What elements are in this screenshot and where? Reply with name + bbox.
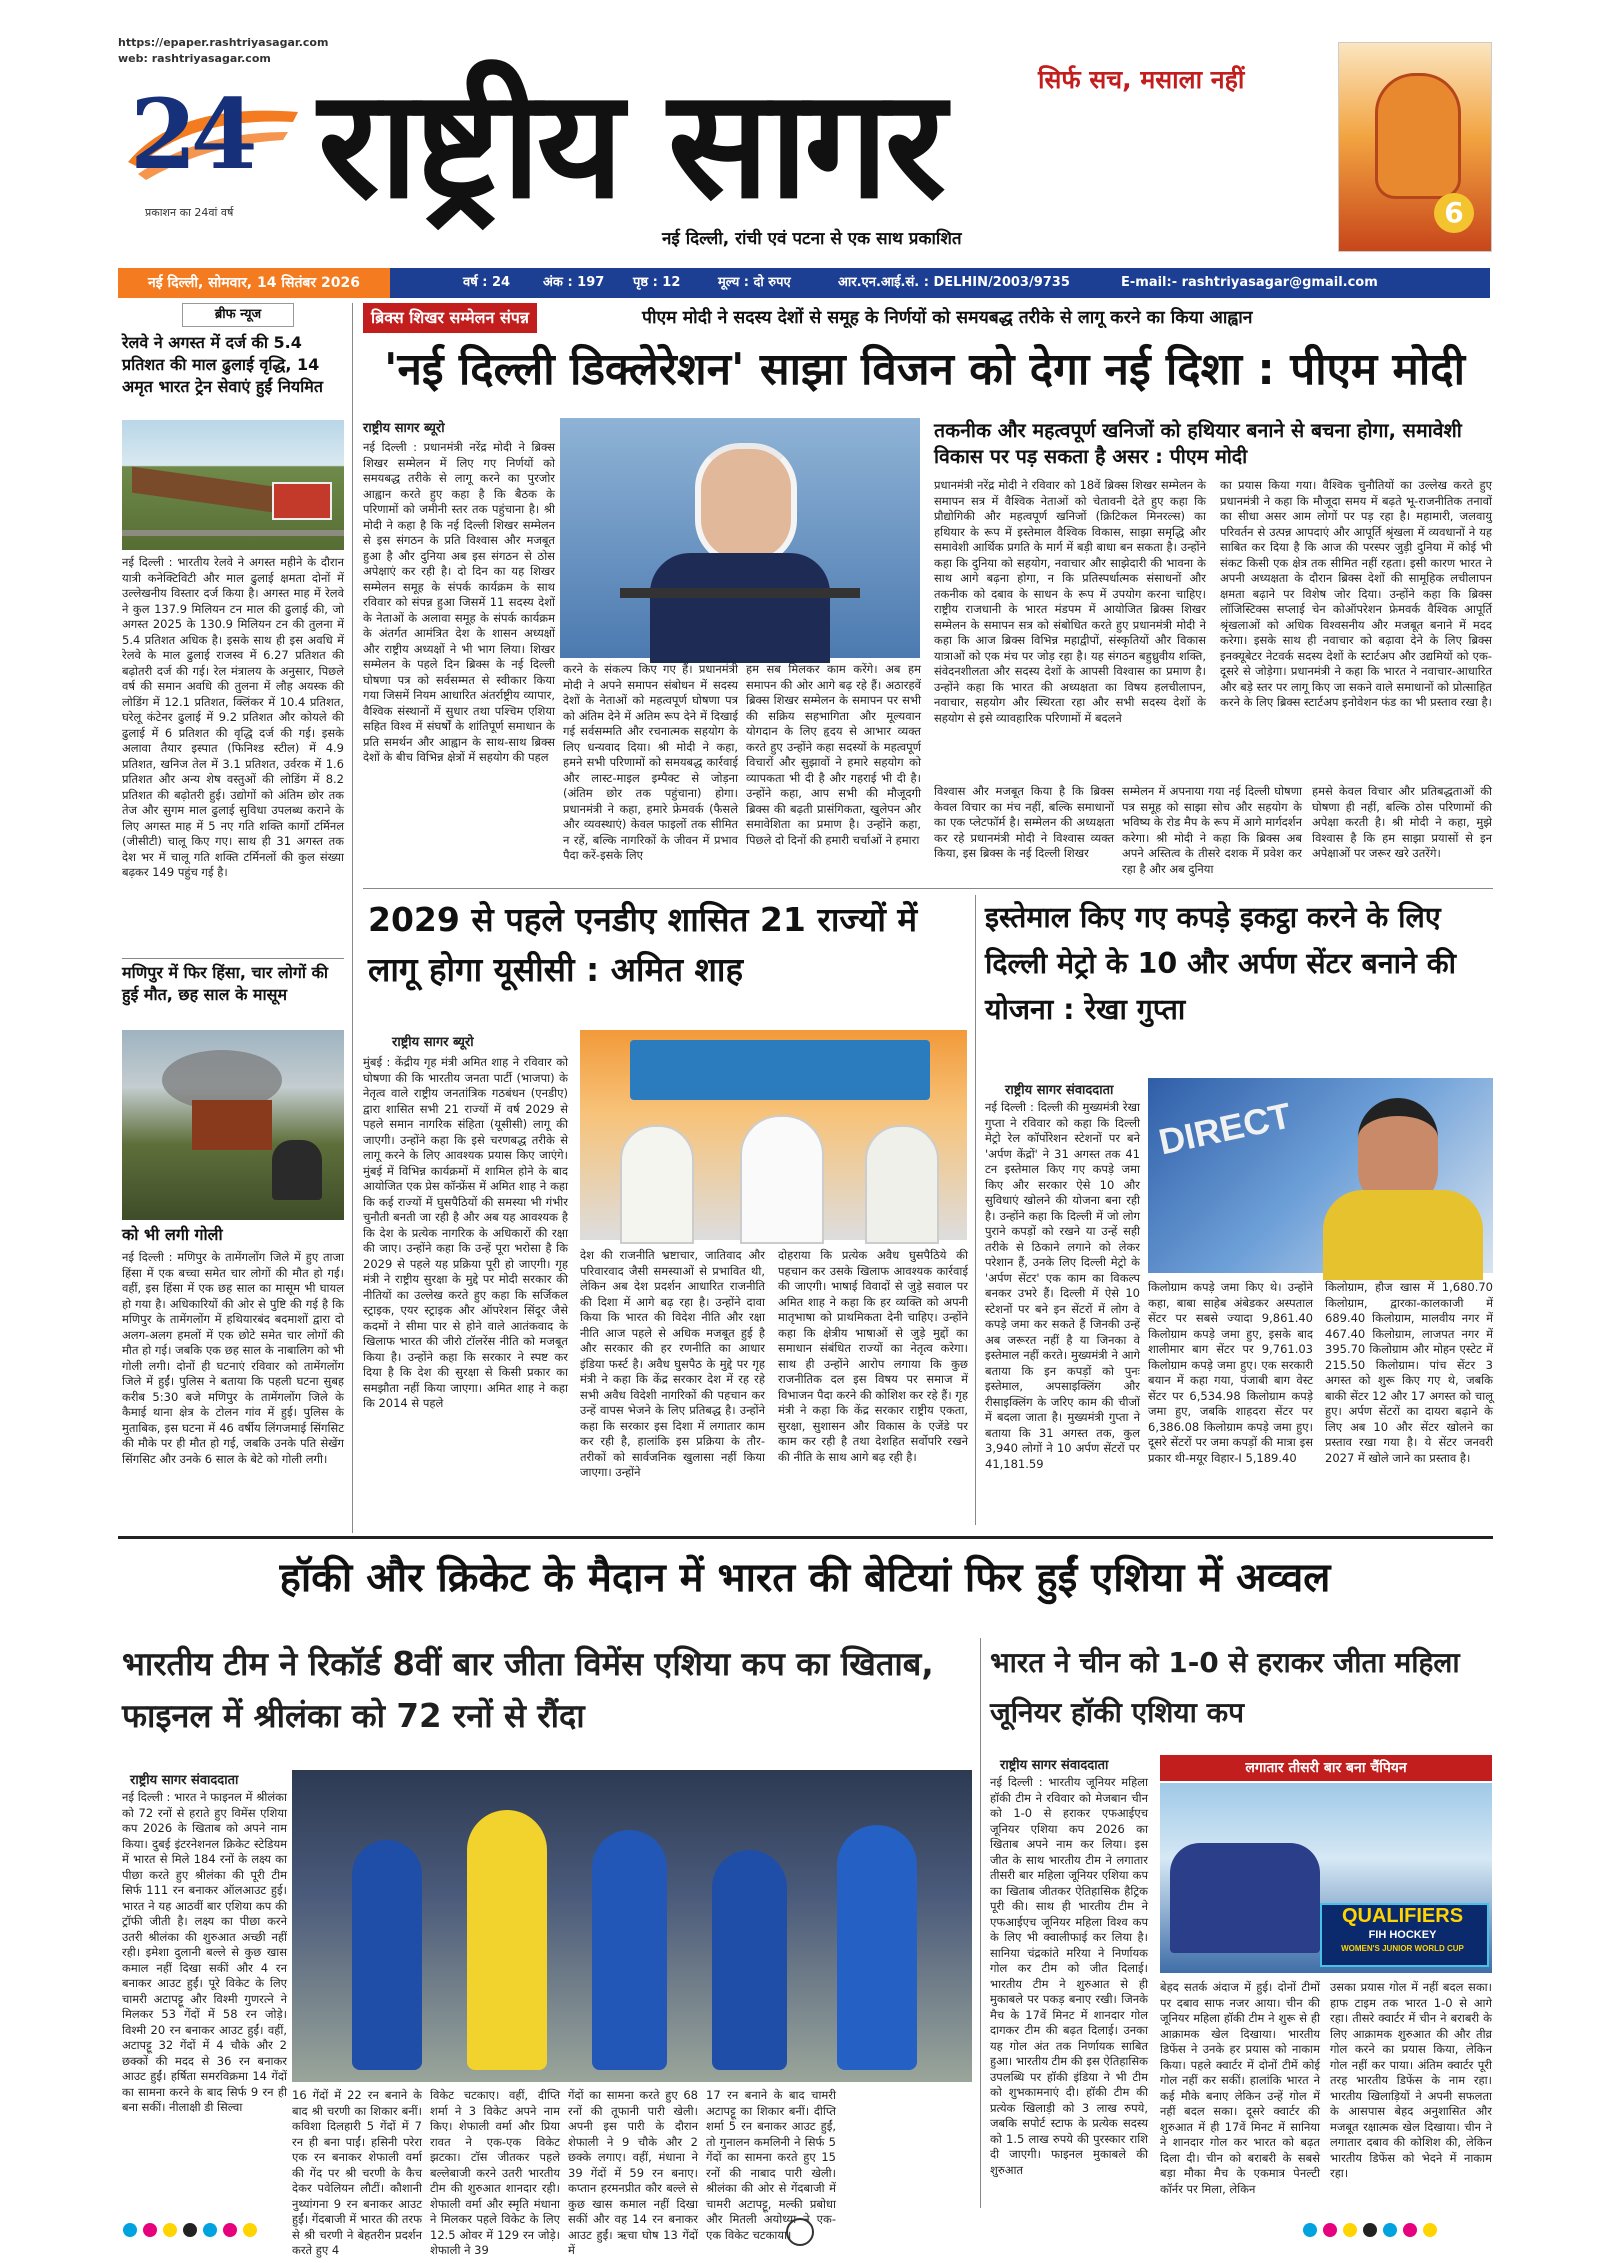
modi-body bbox=[650, 553, 830, 663]
ganesh-badge: 6 bbox=[1434, 193, 1474, 233]
brief-headline-1: रेलवे ने अगस्त में दर्ज की 5.4 प्रतिशत की माल ढुलाई वृद्धि, 14 अमृत भारत ट्रेन सेवाएं हुईं नियमित bbox=[122, 333, 323, 396]
lead-col-1: नई दिल्ली : प्रधानमंत्री नरेंद्र मोदी ने ब्रिक्स शिखर सम्मेलन में लिए गए निर्णयों को समयबद्ध तरीके से लागू करने का पुरजोर आह्वान करते हुए कहा है कि बैठक के परिणामों को जमीनी स्तर तक पहुंचाना है। श्री मोदी ने कहा है कि नई दिल्ली शिखर सम्मेलन से इस संगठन के प्रति विश्वास और मजबूत हुआ है और दुनिया अब इस संगठन से ठोस अपेक्षाएं कर रही है। दो दिन का यह शिखर सम्मेलन समूह के संपर्क कार्यक्रम के साथ रविवार को संपन्न हुआ जिसमें 11 सदस्य देशों के नेताओं के अलावा समूह के संपर्क कार्यक्रम के अंतर्गत आमंत्रित देश के शासन अध्यक्षों और राष्ट्रीय अध्यक्षों ने भी भाग लिया। शिखर सम्मेलन के पहले दिन ब्रिक्स के नई दिल्ली घोषणा पत्र को सर्वसम्मत से स्वीकार किया गया जिसमें नियम आधारित अंतर्राष्ट्रीय व्यापार, वैश्विक संस्थानों में सुधार तथा पश्चिम एशिया सहित विश्व में संघर्षों के शांतिपूर्ण समाधान के प्रति समर्थन और आह्वान के साथ-साथ ब्रिक्स देशों के बीच विभिन्न क्षेत्रों में सहयोग की पहल bbox=[363, 440, 555, 764]
person-3 bbox=[865, 1125, 939, 1244]
lead-col-2: करने के संकल्प किए गए हैं। प्रधानमंत्री मोदी ने अपने समापन संबोधन में सदस्य देशों के नेताओं को महत्वपूर्ण घोषणा पत्र को अंतिम देने में अतिम रूप देने में दिखाई गई सर्वसम्मति और रचनात्मक सहयोग के लिए धन्यवाद दिया। श्री मोदी ने कहा, हमने सभी परिणामों को समयबद्ध कार्रवाई और लास्ट-माइल इम्पैक्ट से जोड़ना (अंतिम छोर तक पहुंचाना) होगा। प्रधानमंत्री ने कहा, हमारे फ्रेमवर्क (फैसले और व्यवस्थाएं) केवल फाइलों तक सीमित न रहें, बल्कि नागरिकों के जीवन में प्रभाव पैदा करें-इसके लिए bbox=[563, 662, 738, 862]
logo-number: 24 bbox=[130, 78, 252, 191]
sub-col-2: का प्रयास किया गया। वैश्विक चुनौतियों का उल्लेख करते हुए प्रधानमंत्री ने कहा कि मौजूदा समय में बढ़ते भू-राजनीतिक तनावों का सीधा असर आम लोगों पर पड़ रहा है। महामारी, जलवायु परिवर्तन से उत्पन्न आपदाएं और आपूर्ति श्रृंखला में व्यवधानों ने यह साबित कर दिया है कि आज की परस्पर जुड़ी दुनिया में कोई भी संकट किसी एक क्षेत्र तक सीमित नहीं रहता। इसी कारण भारत ने अपनी अध्यक्षता के दौरान ब्रिक्स देशों की सामूहिक लचीलापन क्षमता बढ़ाने पर विशेष जोर दिया। उन्होंने कहा कि ब्रिक्स लॉजिस्टिक्स सप्लाई चेन कोऑपरेशन फ्रेमवर्क वैश्विक आपूर्ति श्रृंखलाओं को अधिक विश्वसनीय और मजबूत बनाने में मदद करेगा। इसके साथ ही नवाचार को बढ़ावा देने के लिए ब्रिक्स इनक्यूबेटर नेटवर्क सदस्य देशों के स्टार्टअप और उद्यमियों को एक-दूसरे से जोड़ेगा। प्रधानमंत्री ने कहा कि भारत ने नवाचार-आधारित और बड़े स्तर पर लागू किए जा सकने वाले समाधानों को प्रोत्साहित करने के लिए ब्रिक्स स्टार्टअप इनोवेशन फंड का भी प्रस्ताव रखा है। bbox=[1220, 478, 1492, 709]
ucc-col-1: मुंबई : केंद्रीय गृह मंत्री अमित शाह ने रविवार को घोषणा की कि भारतीय जनता पार्टी (भाजपा) के नेतृत्व वाले राष्ट्रीय जनतांत्रिक गठबंधन (एनडीए) द्वारा शासित सभी 21 राज्यों में वर्ष 2029 से पहले समान नागरिक संहिता (यूसीसी) लागू की जाएगी। उन्होंने कहा कि इसे चरणबद्ध तरीके से लागू करने के लिए आवश्यक प्रयास किए जाएंगे। मुंबई में विभिन्न कार्यक्रमों में शामिल होने के बाद आयोजित एक प्रेस कॉन्फ्रेंस में अमित शाह ने कहा कि कई राज्यों में घुसपैठियों की समस्या भी गंभीर चुनौती बनती जा रही है और अब यह आवश्यक है कि देश के प्रत्येक नागरिक के अधिकारों की रक्षा की जाए। उन्होंने कहा कि उन्हें पूरा भरोसा है कि 2029 से पहले यह प्रक्रिया पूरी हो जाएगी। गृह मंत्री ने राष्ट्रीय सुरक्षा के मुद्दे पर मोदी सरकार की नीतियों का उल्लेख करते हुए कहा कि सर्जिकल स्ट्राइक, एयर स्ट्राइक और ऑपरेशन सिंदूर जैसे कदमों ने सीमा पार से होने वाले आतंकवाद के खिलाफ भारत की जीरो टॉलरेंस नीति को मजबूत किया है। उन्होंने कहा कि सरकार ने स्पष्ट कर दिया है कि देश की सुरक्षा से किसी प्रकार का समझौता नहीं किया जाएगा। अमित शाह ने कहा कि 2014 से पहले bbox=[363, 1055, 568, 1410]
ucc-col-2: देश की राजनीति भ्रष्टाचार, जातिवाद और परिवारवाद जैसी समस्याओं से प्रभावित थी, लेकिन अब देश प्रदर्शन आधारित राजनीति की दिशा में आगे बढ़ रहा है। उन्होंने दावा किया कि भारत की विदेश नीति और रक्षा नीति आज पहले से अधिक मजबूत हुई है और सरकार की हर रणनीति का आधार इंडिया फर्स्ट है। अवैध घुसपैठ के मुद्दे पर गृह मंत्री ने कहा कि केंद्र सरकार देश में रह रहे सभी अवैध विदेशी नागरिकों की पहचान कर उन्हें वापस भेजने के लिए प्रतिबद्ध है। उन्होंने कहा कि सरकार इस दिशा में लगातार काम कर रही है, हालांकि इस प्रक्रिया के तौर-तरीकों को सार्वजनिक खुलासा नहीं किया जाएगा। उन्होंने bbox=[580, 1248, 765, 1479]
registration-dot bbox=[1323, 2223, 1337, 2237]
microphone bbox=[620, 588, 860, 598]
ucc-col-3: दोहराया कि प्रत्येक अवैध घुसपैठिये की पहचान कर उसके खिलाफ आवश्यक कार्रवाई की जाएगी। भाषाई विवादों से जुड़े सवाल पर अमित शाह ने कहा कि हर व्यक्ति को अपनी मातृभाषा को प्राथमिकता देनी चाहिए। उन्होंने कहा कि क्षेत्रीय भाषाओं से जुड़े मुद्दों का समाधान संबंधित राज्यों का नेतृत्व करेगा। साथ ही उन्होंने आरोप लगाया कि कुछ राजनीतिक दल इस विषय पर समाज में विभाजन पैदा करने की कोशिश कर रहे हैं। गृह मंत्री ने कहा कि केंद्र सरकार राष्ट्रीय एकता, सुरक्षा, सुशासन और विकास के एजेंडे पर काम कर रही है तथा देशहित सर्वोपरि रखने की नीति के साथ आगे बढ़ रही है। bbox=[778, 1248, 968, 1464]
person-1 bbox=[620, 1125, 694, 1244]
people bbox=[272, 1140, 322, 1200]
registration-dot bbox=[1403, 2223, 1417, 2237]
manipur-photo bbox=[122, 1030, 344, 1220]
cricket-headline: भारतीय टीम ने रिकॉर्ड 8वीं बार जीता विमेंस एशिया कप का खिताब, फाइनल में श्रीलंका को 72 रनों से रौंदा bbox=[122, 1645, 934, 1735]
hockey-photo-label: लगातार तीसरी बार बना चैंपियन bbox=[1160, 1755, 1492, 1781]
color-registration-left bbox=[120, 2222, 260, 2241]
sports-top-rule bbox=[118, 1536, 1493, 1539]
lead-kicker: ब्रिक्स शिखर सम्मेलन संपन्न bbox=[363, 303, 537, 333]
ucc-metro-rule bbox=[975, 895, 976, 1525]
brief-headline-2: मणिपुर में फिर हिंसा, चार लोगों की हुई मौत, छह साल के मासूम bbox=[122, 963, 329, 1004]
registration-dot bbox=[1423, 2223, 1437, 2237]
rail-track bbox=[122, 530, 344, 536]
registration-dot bbox=[223, 2223, 237, 2237]
lead-headline: 'नई दिल्ली डिक्लेरेशन' साझा विजन को देगा नई दिशा : पीएम मोदी bbox=[384, 344, 1466, 395]
registration-dot bbox=[1343, 2223, 1357, 2237]
hockey-col-3: उसका प्रयास गोल में नहीं बदल सका। हाफ टाइम तक भारत 1-0 से आगे रहा। तीसरे क्वार्टर में चीन ने बराबरी के लिए आक्रामक शुरुआत की और तीव्र गोल करने का प्रयास किया, लेकिन गोल नहीं कर पाया। अंतिम क्वार्टर पूरी तरह भारतीय डिफेंस के नाम रहा। भारतीय खिलाड़ियों ने अपनी सफलता के आसपास बेहद अनुशासित और मजबूत रक्षात्मक खेल दिखाया। चीन ने लगातार दबाव की कोशिश की, लेकिन भारतीय डिफेंस को भेदने में नाकाम रहा। bbox=[1330, 1980, 1492, 2180]
registration-dot bbox=[1363, 2223, 1377, 2237]
sub-col-5: हमसे केवल विचार और प्रतिबद्धताओं की घोषणा ही नहीं, बल्कि ठोस परिणामों की अपेक्षा करती है। श्री मोदी ने कहा, मुझे विश्वास है कि हम साझा प्रयासों से इन अपेक्षाओं पर जरूर खरे उतरेंगे। bbox=[1312, 784, 1492, 860]
registration-dot bbox=[143, 2223, 157, 2237]
stage-banner bbox=[630, 1040, 930, 1100]
masthead-title: राष्ट्रीय सागर bbox=[318, 58, 942, 232]
sub-col-4: सम्मेलन में अपनाया गया नई दिल्ली घोषणा पत्र समूह को साझा सोच और सहयोग के भविष्य के रोड मैप के रूप में आगे मार्गदर्शन करेगा। श्री मोदी ने कहा कि ब्रिक्स अब अपने अस्तित्व के तीसरे दशक में प्रवेश कर रहा है और अब दुनिया bbox=[1122, 784, 1302, 876]
player-2 bbox=[467, 1810, 547, 2070]
modi-head bbox=[695, 443, 797, 565]
ucc-headline: 2029 से पहले एनडीए शासित 21 राज्यों में लागू होगा यूसीसी : अमित शाह bbox=[368, 900, 918, 989]
info-issue: अंक : 197 bbox=[543, 275, 605, 290]
hockey-col-1: नई दिल्ली : भारतीय जूनियर महिला हॉकी टीम ने रविवार को मेजबान चीन को 1-0 से हराकर एफआईएच जूनियर एशिया कप 2026 का खिताब अपने नाम कर लिया। इस जीत के साथ भारतीय टीम ने लगातार तीसरी बार महिला जूनियर एशिया कप का खिताब जीतकर ऐतिहासिक हैट्रिक पूरी की। साथ ही भारतीय टीम ने एफआईएच जूनियर महिला विश्व कप के लिए भी क्वालीफाई कर लिया है। सानिया चंद्रकांते मरिया ने निर्णायक गोल कर टीम को जीत दिलाई। भारतीय टीम ने शुरुआत से ही मुकाबले पर पकड़ बनाए रखी। जिनके मैच के 17वें मिनट में शानदार गोल दागकर टीम की बढ़त दिलाई। उनका यह गोल अंत तक निर्णायक साबित हुआ। भारतीय टीम की इस ऐतिहासिक उपलब्धि पर हॉकी इंडिया ने भी टीम को शुभकामनाएं दी। हॉकी टीम की प्रत्येक खिलाड़ी को 3 लाख रुपये, जबकि सपोर्ट स्टाफ के प्रत्येक सदस्य को 1.5 लाख रुपये की पुरस्कार राशि दी जाएगी। फाइनल मुकाबले की शुरुआत bbox=[990, 1775, 1148, 2177]
metro-byline: राष्ट्रीय सागर संवाददाता bbox=[1005, 1083, 1114, 1098]
hockey-banner-sub2: WOMEN'S JUNIOR WORLD CUP bbox=[1341, 1944, 1464, 1953]
registration-dot bbox=[1303, 2223, 1317, 2237]
ganesh-image bbox=[1338, 42, 1492, 252]
registration-target bbox=[786, 2218, 814, 2246]
cricket-byline: राष्ट्रीय सागर संवाददाता bbox=[130, 1773, 239, 1788]
registration-dot bbox=[163, 2223, 177, 2237]
sports-banner: हॉकी और क्रिकेट के मैदान में भारत की बेटियां फिर हुईं एशिया में अव्वल bbox=[279, 1555, 1331, 1601]
ganesh-figure bbox=[1375, 73, 1461, 199]
color-registration-right bbox=[1300, 2222, 1440, 2241]
registration-dot bbox=[183, 2223, 197, 2237]
player-5 bbox=[837, 1825, 917, 2070]
metro-col-1: नई दिल्ली : दिल्ली की मुख्यमंत्री रेखा गुप्ता ने रविवार को कहा कि दिल्ली मेट्रो रेल कॉर्पोरेशन स्टेशनों पर बने 'अर्पण केंद्रों' ने 31 अगस्त तक 41 टन इस्तेमाल किए गए कपड़े जमा किए और सरकार ऐसे 10 और सुविधाएं खोलने की योजना बना रही है। उन्होंने कहा कि दिल्ली में जो लोग पुराने कपड़ों को रखने या उन्हें सही तरीके से ठिकाने लगाने को लेकर परेशान हैं, उनके लिए दिल्ली मेट्रो के 'अर्पण सेंटर' एक काम का विकल्प बनकर उभरे हैं। दिल्ली में ऐसे 10 स्टेशनों पर बने इन सेंटरों में लोग वे कपड़े जमा कर सकते हैं जिनकी उन्हें अब जरूरत नहीं है या जिनका वे इस्तेमाल नहीं करते। मुख्यमंत्री ने आगे बताया कि इन कपड़ों को पुनः इस्तेमाल, अपसाइक्लिंग और रीसाइक्लिंग के जरिए काम की चीजों में बदला जाता है। मुख्यमंत्री गुप्ता ने बताया कि 31 अगस्त तक, कुल 3,940 लोगों ने 10 अर्पण सेंटरों पर 41,181.59 bbox=[985, 1100, 1140, 1471]
player-1 bbox=[352, 1840, 422, 2070]
amit-shah-photo bbox=[580, 1030, 967, 1240]
masthead bbox=[0, 0, 1600, 265]
cricket-col-1: नई दिल्ली : भारत ने फाइनल में श्रीलंका को 72 रनों से हराते हुए विमेंस एशिया कप 2026 के खिताब को अपने नाम किया। दुबई इंटरनेशनल क्रिकेट स्टेडियम में भारत से मिले 184 रनों के लक्ष्य का पीछा करते हुए श्रीलंका की पूरी टीम सिर्फ 111 रन बनाकर ऑलआउट हुई। भारत ने यह आठवीं बार एशिया कप की ट्रॉफी जीती है। लक्ष्य का पीछा करने उतरी श्रीलंका की शुरुआत अच्छी नहीं रही। इमेशा दुलानी बल्ले से कुछ खास कमाल नहीं दिखा सकीं और 4 रन बनाकर आउट हुईं। पूरे विकेट के लिए चामरी अटापट्टू और विश्मी गुणरत्ने ने मिलकर 53 गेंदों में 58 रन जोड़े। विश्मी 20 रन बनाकर आउट हुईं। वहीं, अटापट्टू 32 गेंदों में 4 चौके और 2 छक्कों की मदद से 36 रन बनाकर आउट हुईं। हर्षिता समरविक्रमा 14 गेंदों का सामना करने के बाद सिर्फ 9 रन ही बना सकीं। नीलाक्षी डी सिल्वा bbox=[122, 1790, 287, 2114]
info-rni: आर.एन.आई.सं. : DELHIN/2003/9735 bbox=[838, 275, 1070, 290]
cricket-col-2: 16 गेंदों में 22 रन बनाने के बाद श्री चरणी का शिकार बनीं। कविशा दिलहारी 5 गेंदों में 7 रन ही बना पाईं। हसिनी परेरा एक रन बनाकर शेफाली वर्मा की गेंद पर श्री चरणी के कैच देकर पवेलियन लौटीं। कौशानी नुथ्यांगना 9 रन बनाकर आउट हुईं। गेंदबाजी में भारत की तरफ से श्री चरणी ने बेहतरीन प्रदर्शन करते हुए 4 bbox=[292, 2088, 422, 2257]
rekha-gupta-photo bbox=[1148, 1078, 1493, 1273]
hockey-players bbox=[1170, 1843, 1320, 1953]
sports-divider bbox=[980, 1638, 981, 2208]
hockey-banner-text: QUALIFIERS bbox=[1341, 1905, 1464, 1927]
left-column-rule bbox=[352, 303, 353, 1533]
hockey-headline: भारत ने चीन को 1-0 से हराकर जीता महिला जूनियर हॉकी एशिया कप bbox=[990, 1646, 1460, 1729]
train-engine bbox=[272, 482, 332, 520]
info-email[interactable]: E-mail:- rashtriyasagar@gmail.com bbox=[1121, 275, 1378, 290]
modi-photo bbox=[560, 418, 920, 658]
epaper-url[interactable]: https://epaper.rashtriyasagar.com bbox=[118, 36, 329, 49]
ucc-byline: राष्ट्रीय सागर ब्यूरो bbox=[392, 1035, 474, 1050]
tagline: सिर्फ सच, मसाला नहीं bbox=[1038, 65, 1245, 94]
registration-dot bbox=[243, 2223, 257, 2237]
sub-col-3: विश्वास और मजबूत किया है कि ब्रिक्स केवल विचार का मंच नहीं, बल्कि समाधानों का एक प्लेटफॉर्म है। सम्मेलन की अध्यक्षता कर रहे प्रधानमंत्री मोदी ने विश्वास व्यक्त किया, इस ब्रिक्स के नई दिल्ली शिखर bbox=[934, 784, 1114, 860]
logo-subtext: प्रकाशन का 24वां वर्ष bbox=[145, 206, 234, 219]
hockey-byline: राष्ट्रीय सागर संवाददाता bbox=[1000, 1758, 1109, 1773]
director-sign: DIRECT bbox=[1155, 1094, 1295, 1163]
metro-col-2: किलोग्राम कपड़े जमा किए थे। उन्होंने कहा, बाबा साहेब अंबेडकर अस्पताल सेंटर पर सबसे ज्यादा 9,861.40 किलोग्राम कपड़े जमा हुए, इसके बाद शालीमार बाग सेंटर पर 9,761.03 किलोग्राम कपड़े जमा हुए। एक सरकारी बयान में कहा गया, पंजाबी बाग वेस्ट सेंटर पर 6,534.98 किलोग्राम कपड़े जमा हुए, जबकि शाहदरा सेंटर पर 6,386.08 किलोग्राम कपड़े जमा हुए। दूसरे सेंटरों पर जमा कपड़ों की मात्रा इस प्रकार थी-मयूर विहार-I 5,189.40 bbox=[1148, 1280, 1313, 1465]
cricket-col-5: 17 रन बनाने के बाद चामरी अटापट्टू का शिकार बनीं। दीप्ति शर्मा 5 रन बनाकर आउट हुईं, तो गुनालन कमलिनी ने सिर्फ 5 गेंदों का सामना करते हुए 15 रनों की नाबाद पारी खेली। श्रीलंका की ओर से गेंदबाजी में चामरी अटापट्टू, मल्की प्रबोधा और मितली अयोध्या ने एक-एक विकेट चटकाया। bbox=[706, 2088, 836, 2242]
registration-dot bbox=[123, 2223, 137, 2237]
brief-body-1: नई दिल्ली : भारतीय रेलवे ने अगस्त महीने के दौरान यात्री कनेक्टिविटी और माल ढुलाई क्षमता दोनों में उल्लेखनीय विस्तार दर्ज किया है। अगस्त माह में रेलवे ने कुल 137.9 मिलियन टन माल की ढुलाई की, जो अगस्त 2025 के 130.9 मिलियन टन की तुलना में 5.4 प्रतिशत अधिक है। इसके साथ ही इस अवधि में रेलवे के माल ढुलाई राजस्व में 6.27 प्रतिशत की बढ़ोतरी दर्ज की गई। रेल मंत्रालय के अनुसार, पिछले वर्ष की समान अवधि की तुलना में लौह अयस्क की लोडिंग में 12.1 प्रतिशत, क्लिंकर में 10.4 प्रतिशत, घरेलू कंटेनर ढुलाई में 9.2 प्रतिशत और कोयले की ढुलाई में 6 प्रतिशत की वृद्धि दर्ज की गई। इसके अलावा तैयार इस्पात (फिनिश्ड स्टील) में 4.9 प्रतिशत, खनिज तेल में 3.1 प्रतिशत, उर्वरक में 1.6 प्रतिशत और अन्य शेष वस्तुओं की लोडिंग में 8.2 प्रतिशत की बढ़ोतरी हुई। उद्योगों को अंतिम छोर तक तेज और सुगम माल ढुलाई सुविधा उपलब्ध कराने के लिए अगस्त माह में 5 नए गति शक्ति कार्गो टर्मिनल (जीसीटी) चालू किए गए। साथ ही 31 अगस्त तक देश भर में चालू गति शक्ति टर्मिनलों की कुल संख्या बढ़कर 149 पहुंच गई है। bbox=[122, 555, 344, 879]
registration-dot bbox=[1383, 2223, 1397, 2237]
metro-col-3: किलोग्राम, हौज खास में 1,680.70 किलोग्राम, द्वारका-कालकाजी में 689.40 किलोग्राम, मालवीय नगर में 467.40 किलोग्राम, लाजपत नगर में 395.70 किलोग्राम और मोहन एस्टेट में 215.50 किलोग्राम। पांच सेंटर 3 अगस्त को शुरू किए गए थे, जबकि बाकी सेंटर 12 और 17 अगस्त को चालू हुए। अर्पण सेंटरों का दायरा बढ़ाने के लिए अब 10 और सेंटर खोलने का प्रस्ताव रखा गया है। ये सेंटर जनवरी 2027 में खोले जाने का प्रस्ताव है। bbox=[1325, 1280, 1493, 1465]
brief-divider bbox=[122, 958, 344, 959]
brief-subhead-2: को भी लगी गोली bbox=[122, 1225, 223, 1244]
lead-bottom-rule bbox=[363, 888, 1493, 889]
lead-kicker-text: पीएम मोदी ने सदस्य देशों से समूह के निर्णयों को समयबद्ध तरीके से लागू करने का किया आह्वान bbox=[642, 308, 1253, 328]
metro-headline: इस्तेमाल किए गए कपड़े इकट्ठा करने के लिए दिल्ली मेट्रो के 10 और अर्पण सेंटर बनाने की योजना : रेखा गुप्ता bbox=[985, 901, 1457, 1026]
sub-col-1: प्रधानमंत्री नरेंद्र मोदी ने रविवार को 18वें ब्रिक्स शिखर सम्मेलन के समापन सत्र में वैश्विक नेताओं को चेतावनी देते हुए कहा कि प्रौद्योगिकी और महत्वपूर्ण खनिजों (क्रिटिकल मिनरल्स) का हथियार के रूप में इस्तेमाल वैश्विक विकास, साझा समृद्धि और समावेशी आर्थिक प्रगति के मार्ग में बड़ी बाधा बन सकता है। उन्होंने कहा कि दुनिया को सहयोग, नवाचार और साझेदारी की भावना के साथ आगे बढ़ना होगा, न कि प्रतिस्पर्धात्मक संसाधनों और तकनीक को दबाव के साधन के रूप में उपयोग करना चाहिए। राष्ट्रीय राजधानी के भारत मंडपम में आयोजित ब्रिक्स शिखर सम्मेलन के समापन सत्र को संबोधित करते हुए प्रधानमंत्री मोदी ने कहा कि आज ब्रिक्स विभिन्न महाद्वीपों, संस्कृतियों और विकास यात्राओं को एक मंच पर जोड़ रहा है। यह संगठन बहुध्रुवीय शक्ति, संवेदनशीलता और सदस्य देशों के आपसी विश्वास का प्रमाण है। उन्होंने कहा कि भारत की अध्यक्षता का विषय हलचीलापन, नवाचार, सहयोग और स्थिरता रहा और सभी सदस्य देशों के सहयोग से इसे व्यावहारिक परिणामों में बदलने bbox=[934, 478, 1206, 725]
masthead-subtitle: नई दिल्ली, रांची एवं पटना से एक साथ प्रकाशित bbox=[662, 229, 962, 249]
train-photo bbox=[122, 420, 344, 550]
sub-headline: तकनीक और महत्वपूर्ण खनिजों को हथियार बनाने से बचना होगा, समावेशी विकास पर पड़ सकता है असर : पीएम मोदी bbox=[934, 419, 1462, 468]
info-price: मूल्य : दो रुपए bbox=[718, 275, 791, 290]
person-2 bbox=[740, 1115, 824, 1244]
player-4 bbox=[712, 1850, 787, 2070]
lead-byline: राष्ट्रीय सागर ब्यूरो bbox=[363, 421, 445, 436]
hockey-banner-sub: FIH HOCKEY bbox=[1368, 1929, 1437, 1941]
player-3 bbox=[592, 1830, 667, 2070]
issue-date: नई दिल्ली, सोमवार, 14 सितंबर 2026 bbox=[118, 268, 390, 298]
cricket-col-4: गेंदों का सामना करते हुए 68 रनों की तूफानी पारी खेली। अपनी इस पारी के दौरान शेफाली ने 9 चौके और 2 छक्के लगाए। वहीं, मंधाना ने 39 गेंदों में 59 रन बनाए। कप्तान हरमनप्रीत कौर बल्ले से कुछ खास कमाल नहीं दिखा सकीं और वह 14 रन बनाकर आउट हुईं। ऋचा घोष 13 गेंदों में bbox=[568, 2088, 698, 2257]
brief-label: ब्रीफ न्यूज bbox=[182, 303, 294, 327]
info-bar bbox=[118, 268, 1490, 298]
house-fire bbox=[192, 1100, 272, 1150]
cricket-team-photo bbox=[292, 1770, 972, 2082]
cricket-col-3: विकेट चटकाए। वहीं, दीप्ति शर्मा ने 3 विकेट अपने नाम किए। शेफाली वर्मा और प्रिया रावत ने एक-एक विकेट झटका। टॉस जीतकर पहले बल्लेबाजी करने उतरी भारतीय टीम की शुरुआत शानदार रही। शेफाली वर्मा और स्मृति मंधाना ने मिलकर पहले विकेट के लिए 12.5 ओवर में 129 रन जोड़े। शेफाली ने 39 bbox=[430, 2088, 560, 2257]
web-url[interactable]: web: rashtriyasagar.com bbox=[118, 52, 271, 65]
info-pages: पृष्ठ : 12 bbox=[633, 275, 681, 290]
logo-24 bbox=[118, 78, 308, 192]
hockey-team-photo bbox=[1160, 1783, 1492, 1973]
info-year: वर्ष : 24 bbox=[463, 275, 511, 290]
hockey-col-2: बेहद सतर्क अंदाज में हुई। दोनों टीमों पर दबाव साफ नजर आया। चीन की जूनियर महिला हॉकी टीम ने शुरू से ही आक्रामक खेल दिखाया। भारतीय डिफेंस ने उनके हर प्रयास को नाकाम किया। पहले क्वार्टर में दोनों टीमें कोई गोल नहीं कर सकीं। हालांकि भारत ने कई मौके बनाए लेकिन उन्हें गोल में नहीं बदल सका। दूसरे क्वार्टर की शुरुआत में ही 17वें मिनट में सानिया ने शानदार गोल कर भारत को बढ़त दिला दी। चीन को बराबरी के सबसे बड़ा मौका मैच के एकमात्र पेनल्टी कॉर्नर पर मिला, लेकिन bbox=[1160, 1980, 1320, 2196]
brief-body-2: नई दिल्ली : मणिपुर के तामेंगलोंग जिले में हुए ताजा हिंसा में एक बच्चा समेत चार लोगों की मौत हो गई। वहीं, इस हिंसा में एक छह साल का मासूम भी घायल हो गया है। अधिकारियों की ओर से पुष्टि की गई है कि मणिपुर के तामेंगलोंग में हथियारबंद बदमाशों द्वारा दो अलग-अलग हमलों में एक छोटे समेत चार लोगों की मौत हो गई। जबकि एक छह साल के नाबालिग को भी गोली लगी। दोनों ही घटनाएं रविवार को तामेंगलोंग जिले में हुईं। पुलिस ने बताया कि पहली घटना सुबह करीब 5:30 बजे मणिपुर के तामेंगलोंग जिले के कैमाई थाना क्षेत्र के टोलन गांव में हुई। पुलिस के मुताबिक, इस घटना में 46 वर्षीय लिंगजमाई सिंगसिट की मौके पर ही मौत हो गई, जबकि उनके पति सेखेंग सिंगसिट और उनके 6 साल के बेटे को गोली लगी। bbox=[122, 1250, 344, 1466]
speaker-body bbox=[1323, 1190, 1483, 1280]
lead-col-3: हम सब मिलकर काम करेंगे। अब हम समापन की ओर आगे बढ़ रहे हैं। अठारहवें ब्रिक्स शिखर सम्मेलन के समापन पर सभी की सक्रिय सहभागिता और मूल्यवान योगदान के लिए हृदय से आभार व्यक्त करते हुए उन्होंने कहा सदस्यों के महत्वपूर्ण विचारों और सुझावों ने हमारे सहयोग को व्यापकता भी दी है और गहराई भी दी है। उन्होंने कहा, आप सभी की मौजूदगी ब्रिक्स की बढ़ती प्रासंगिकता, खुलेपन और समावेशिता का प्रमाण है। उन्होंने कहा, पिछले दो दिनों की हमारी चर्चाओं ने हमारा bbox=[746, 662, 921, 847]
registration-dot bbox=[203, 2223, 217, 2237]
